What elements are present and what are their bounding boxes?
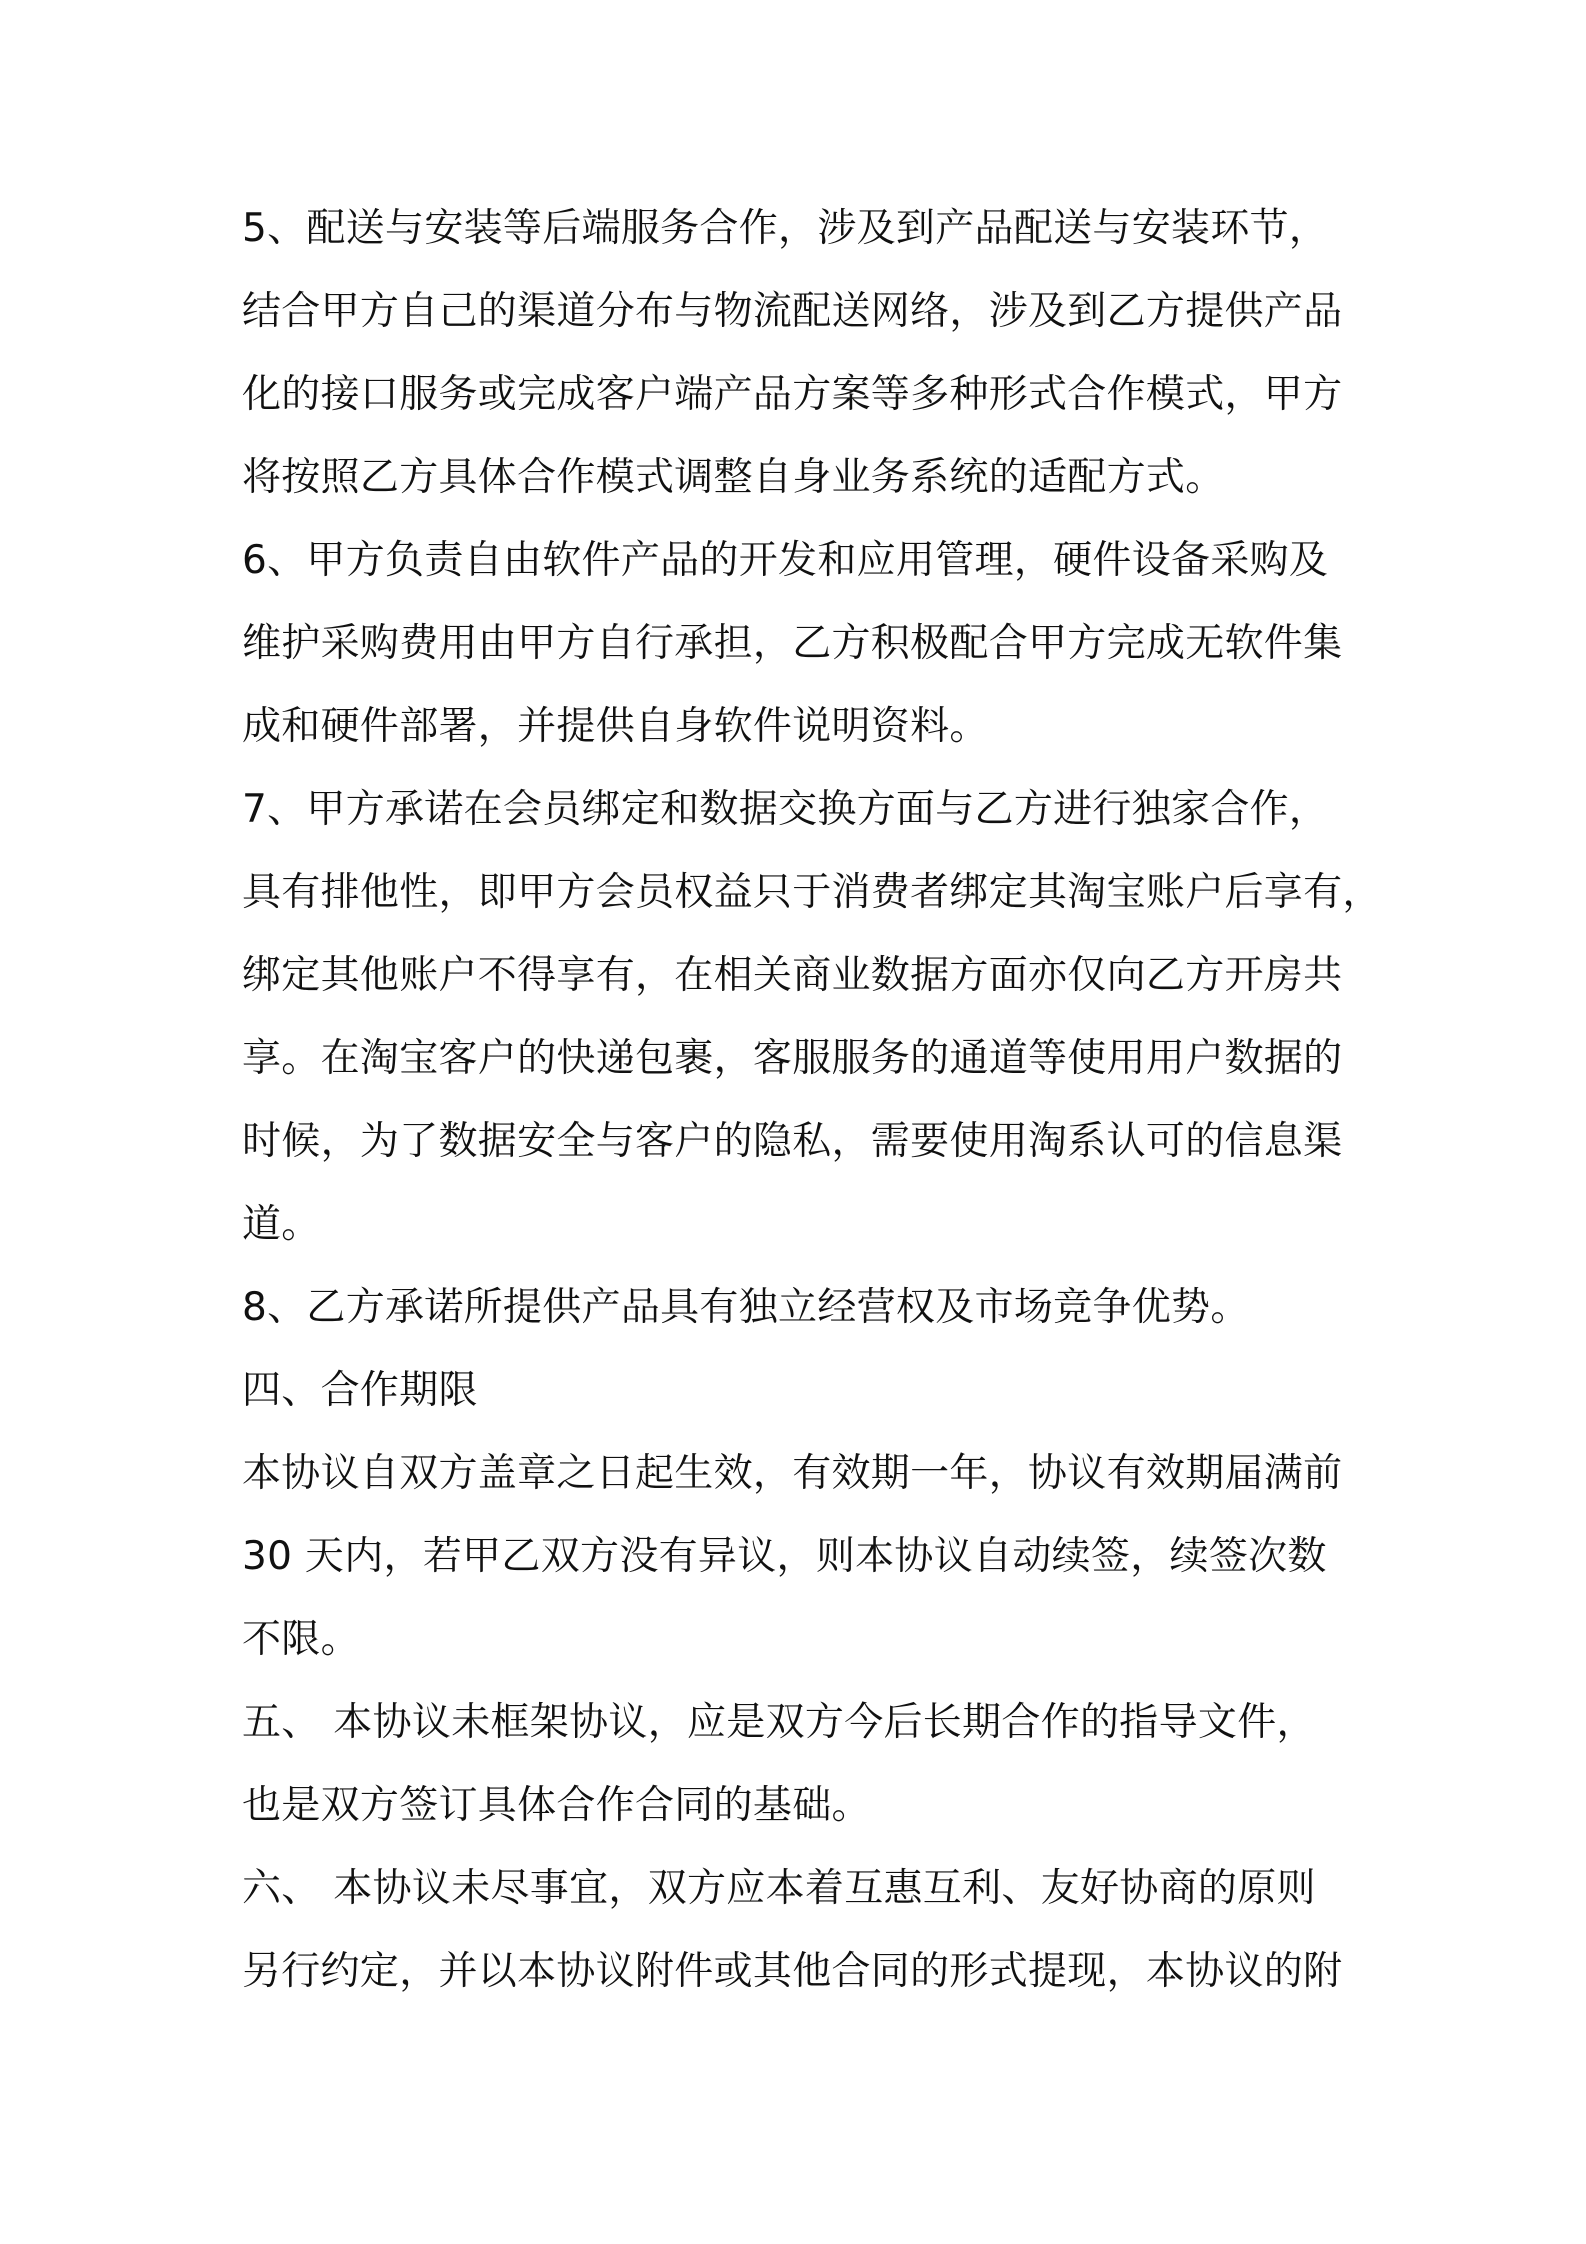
clause-7-line-4: 享。在淘宝客户的快递包裹，客服服务的通道等使用用户数据的 [242, 1036, 1343, 1081]
clause-7-line-5: 时候，为了数据安全与客户的隐私，需要使用淘系认可的信息渠 [242, 1119, 1343, 1164]
clause-7-line-1: 7、甲方承诺在会员绑定和数据交换方面与乙方进行独家合作， [242, 787, 1329, 832]
clause-5-line-1: 5、配送与安装等后端服务合作，涉及到产品配送与安装环节， [242, 206, 1329, 251]
clause-5-line-4: 将按照乙方具体合作模式调整自身业务系统的适配方式。 [242, 455, 1225, 500]
section-4-heading: 四、合作期限 [242, 1368, 478, 1413]
term-paragraph-line-3: 不限。 [242, 1617, 360, 1662]
section-6-line-2: 另行约定，并以本协议附件或其他合同的形式提现，本协议的附 [242, 1949, 1343, 1994]
clause-7-line-2: 具有排他性，即甲方会员权益只于消费者绑定其淘宝账户后享有， [242, 870, 1382, 915]
clause-6-line-3: 成和硬件部署，并提供自身软件说明资料。 [242, 704, 989, 749]
section-5-line-2: 也是双方签订具体合作合同的基础。 [242, 1783, 871, 1828]
term-paragraph-line-1: 本协议自双方盖章之日起生效，有效期一年，协议有效期届满前 [242, 1451, 1343, 1496]
term-paragraph-line-2: 30 天内，若甲乙双方没有异议，则本协议自动续签，续签次数 [242, 1534, 1327, 1579]
clause-8-line-1: 8、乙方承诺所提供产品具有独立经营权及市场竞争优势。 [242, 1285, 1250, 1330]
clause-5-line-3: 化的接口服务或完成客户端产品方案等多种形式合作模式，甲方 [242, 372, 1343, 417]
section-5-line-1: 五、 本协议未框架协议，应是双方今后长期合作的指导文件， [242, 1700, 1316, 1745]
clause-6-line-2: 维护采购费用由甲方自行承担，乙方积极配合甲方完成无软件集 [242, 621, 1343, 666]
clause-7-line-3: 绑定其他账户不得享有，在相关商业数据方面亦仅向乙方开房共 [242, 953, 1343, 998]
section-6-line-1: 六、 本协议未尽事宜，双方应本着互惠互利、友好协商的原则 [242, 1866, 1316, 1911]
clause-7-line-6: 道。 [242, 1202, 321, 1247]
clause-6-line-1: 6、甲方负责自由软件产品的开发和应用管理，硬件设备采购及 [242, 538, 1329, 583]
clause-5-line-2: 结合甲方自己的渠道分布与物流配送网络，涉及到乙方提供产品 [242, 289, 1343, 334]
